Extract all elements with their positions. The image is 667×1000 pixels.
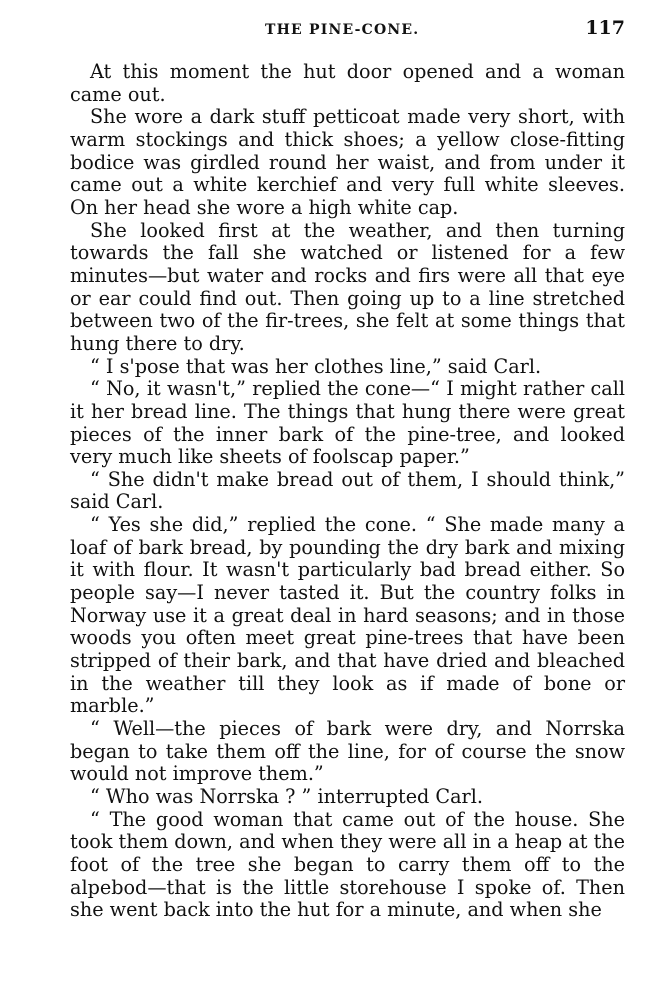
paragraph: “ I s'pose that was her clothes line,” said Carl.: [90, 354, 542, 378]
paragraph: She wore a dark stuff petticoat made very short, with warm stockings and thick shoes; a yellow close-fitting bodice was girdled round her waist, and from under it came out a white kerchief and very full white sleeves. On her head she wore a high white cap.: [70, 105, 625, 219]
running-header: [70, 0, 625, 39]
paragraph: She looked first at the weather, and then turning towards the fall she watched or listened for a few minutes—but water and rocks and firs were all that eye or ear could find out. Then going up to a line stretched between two of the fir-trees, she felt at some things that hung there to dry.: [70, 218, 625, 355]
paragraph: “ The good woman that came out of the house. She took them down, and when they were all in a heap at the foot of the tree she began to carry them off to the alpebod—that is the little storehouse I spoke of. Then she went back into the hut for a minute, and when she: [70, 807, 625, 922]
running-title: THE PINE-CONE.: [265, 22, 420, 38]
body-text: [70, 61, 625, 922]
page-number: 117: [585, 17, 625, 39]
paragraph: At this moment the hut door opened and a woman came out.: [70, 60, 625, 106]
paragraph: “ Who was Norrska ? ” interrupted Carl.: [90, 785, 483, 808]
paragraph: “ She didn't make bread out of them, I should think,” said Carl.: [70, 467, 625, 514]
paragraph: “ Yes she did,” replied the cone. “ She made many a loaf of bark bread, by pounding the dry bark and mixing it with flour. It wasn't particularly bad bread either. So people say—I never tasted it. But the country folks in Norway use it a great deal in hard seasons; and in those woods you often meet great pine-trees that have been stripped of their bark, and that have dried and bleached in the weather till they look as if made of bone or marble.”: [70, 513, 625, 718]
paragraph: “ No, it wasn't,” replied the cone—“ I might rather call it her bread line. The things that hung there were great pieces of the inner bark of the pine-tree, and looked very much like sheets of foolscap paper.”: [70, 377, 625, 469]
paragraph: “ Well—the pieces of bark were dry, and Norrska began to take them off the line, for of course the snow would not improve them.”: [70, 717, 625, 786]
book-page: [70, 0, 625, 922]
